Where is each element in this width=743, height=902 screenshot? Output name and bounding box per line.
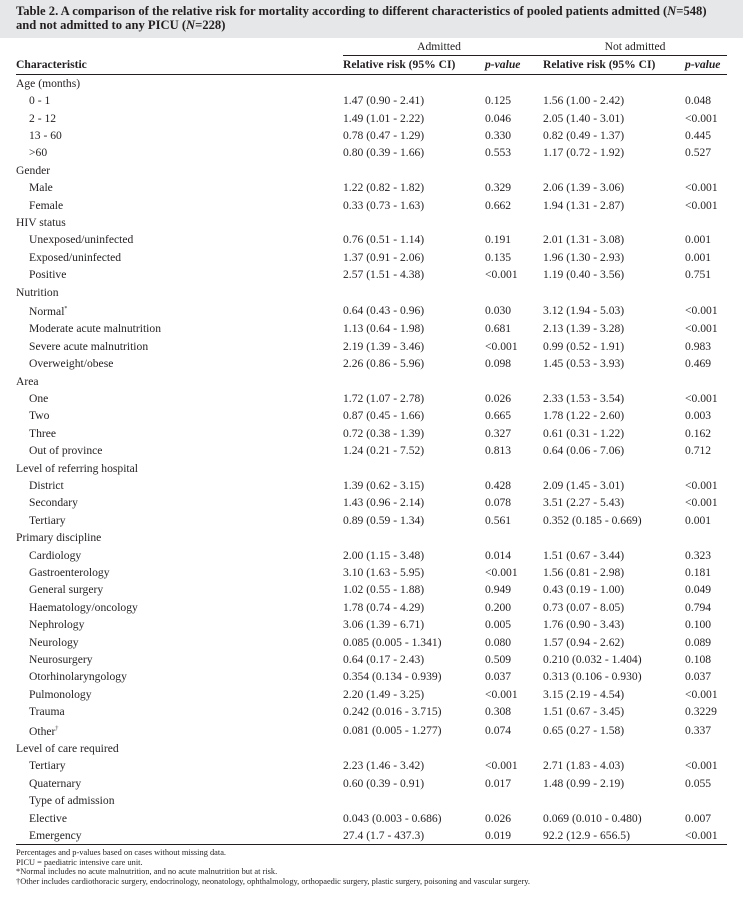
rr-admitted-cell: 1.47 (0.90 - 2.41) (343, 94, 425, 108)
results-table (16, 38, 727, 845)
p-not-admitted-cell: 0.323 (685, 548, 712, 562)
table-row (16, 284, 727, 301)
table-row (16, 564, 727, 581)
table-row (16, 197, 727, 214)
rr-admitted-cell: 3.10 (1.63 - 5.95) (343, 566, 425, 580)
table-row (16, 616, 727, 633)
row-label: Elective (29, 811, 67, 825)
p-admitted-cell (485, 740, 535, 757)
p-not-admitted-cell: <0.001 (685, 496, 718, 510)
caption-part2: =548) (676, 4, 707, 18)
row-label: Out of province (29, 444, 103, 458)
p-not-admitted-cell: <0.001 (685, 181, 718, 195)
p-admitted-cell: 0.509 (485, 653, 512, 667)
row-label: 13 - 60 (29, 129, 62, 143)
rr-admitted-cell (343, 373, 485, 390)
table-row (16, 338, 727, 355)
p-not-admitted-cell (677, 792, 727, 809)
table-row (16, 144, 727, 161)
p-admitted-cell: <0.001 (485, 566, 518, 580)
p-admitted-cell: 0.125 (485, 94, 512, 108)
column-header-row (16, 56, 727, 74)
row-label: Secondary (29, 496, 78, 510)
rr-admitted-cell: 0.87 (0.45 - 1.66) (343, 409, 425, 423)
table-row (16, 810, 727, 827)
rr-not-admitted-cell: 1.96 (1.30 - 2.93) (543, 250, 625, 264)
p-not-admitted-cell: <0.001 (685, 111, 718, 125)
rr-admitted-cell: 0.33 (0.73 - 1.63) (343, 198, 425, 212)
p-not-admitted-cell: <0.001 (677, 827, 727, 845)
p-admitted-cell: <0.001 (485, 687, 518, 701)
p-not-admitted-cell: 0.089 (685, 635, 712, 649)
rr-not-admitted-cell: 1.51 (0.67 - 3.45) (543, 705, 625, 719)
footnote-2: PICU = paediatric intensive care unit. (16, 857, 143, 867)
rr-not-admitted-cell: 1.56 (1.00 - 2.42) (543, 94, 625, 108)
p-admitted-cell: <0.001 (485, 339, 518, 353)
p-not-admitted-cell: <0.001 (685, 759, 718, 773)
p-not-admitted-cell: 0.469 (685, 357, 712, 371)
rr-not-admitted-cell: 1.78 (1.22 - 2.60) (543, 409, 625, 423)
rr-not-admitted-cell: 2.05 (1.40 - 3.01) (543, 111, 625, 125)
rr-admitted-cell: 1.49 (1.01 - 2.22) (343, 111, 425, 125)
table-row (16, 74, 727, 92)
rr-not-admitted-cell (535, 529, 677, 546)
rr-admitted-cell: 1.24 (0.21 - 7.52) (343, 444, 425, 458)
p-admitted-cell: 0.329 (485, 181, 512, 195)
rr-admitted-cell: 0.64 (0.43 - 0.96) (343, 304, 425, 318)
row-label: HIV status (16, 216, 66, 230)
rr-admitted-cell: 0.80 (0.39 - 1.66) (343, 146, 425, 160)
rr-not-admitted-cell: 0.61 (0.31 - 1.22) (543, 426, 625, 440)
row-label: Trauma (29, 705, 65, 719)
rr-not-admitted-cell: 2.13 (1.39 - 3.28) (543, 322, 625, 336)
rr-admitted-cell: 0.043 (0.003 - 0.686) (343, 811, 442, 825)
table-row (16, 547, 727, 564)
table-row (16, 425, 727, 442)
p-not-admitted-cell: 0.794 (685, 600, 712, 614)
p-not-admitted-cell: 0.162 (685, 426, 712, 440)
p-admitted-cell: 0.553 (485, 146, 512, 160)
rr-admitted-cell: 27.4 (1.7 - 437.3) (343, 827, 485, 845)
p-admitted-cell: 0.019 (485, 827, 535, 845)
rr-admitted-cell (343, 214, 485, 231)
rr-admitted-cell: 1.78 (0.74 - 4.29) (343, 600, 425, 614)
rr-admitted-cell (343, 529, 485, 546)
p-not-admitted-cell: 0.049 (685, 583, 712, 597)
row-label: Primary discipline (16, 531, 102, 545)
rr-admitted-cell: 1.39 (0.62 - 3.15) (343, 479, 425, 493)
table-row (16, 529, 727, 546)
table-row (16, 110, 727, 127)
p-admitted-cell (485, 373, 535, 390)
p-admitted-cell: 0.662 (485, 198, 512, 212)
rr-not-admitted-cell: 0.069 (0.010 - 0.480) (543, 811, 642, 825)
rr-not-admitted-cell: 1.57 (0.94 - 2.62) (543, 635, 625, 649)
col-rr-not-admitted: Relative risk (95% CI) (535, 56, 677, 74)
p-admitted-cell: 0.026 (485, 811, 512, 825)
p-not-admitted-cell (677, 74, 727, 92)
rr-admitted-cell: 1.72 (1.07 - 2.78) (343, 391, 425, 405)
row-label: Unexposed/uninfected (29, 233, 134, 247)
rr-not-admitted-cell: 1.94 (1.31 - 2.87) (543, 198, 625, 212)
table-row (16, 373, 727, 390)
rr-admitted-cell: 2.57 (1.51 - 4.38) (343, 268, 425, 282)
p-not-admitted-cell: 0.445 (685, 129, 712, 143)
rr-not-admitted-cell: 1.45 (0.53 - 3.93) (543, 357, 625, 371)
p-admitted-cell: 0.308 (485, 705, 512, 719)
p-admitted-cell: 0.026 (485, 391, 512, 405)
rr-admitted-cell: 1.13 (0.64 - 1.98) (343, 322, 425, 336)
row-label: Positive (29, 268, 67, 282)
rr-not-admitted-cell: 3.15 (2.19 - 4.54) (543, 687, 625, 701)
rr-admitted-cell: 0.085 (0.005 - 1.341) (343, 635, 442, 649)
p-admitted-cell: 0.665 (485, 409, 512, 423)
p-admitted-cell: 0.428 (485, 479, 512, 493)
row-label: 0 - 1 (29, 94, 51, 108)
footnote-3: *Normal includes no acute malnutrition, and no acute malnutrition but at risk. (16, 867, 278, 877)
rr-not-admitted-cell: 3.12 (1.94 - 5.03) (543, 304, 625, 318)
rr-not-admitted-cell (535, 373, 677, 390)
table-row (16, 494, 727, 511)
rr-admitted-cell: 1.43 (0.96 - 2.14) (343, 496, 425, 510)
table-row (16, 407, 727, 424)
rr-admitted-cell: 0.242 (0.016 - 3.715) (343, 705, 442, 719)
row-label: Other† (29, 724, 59, 738)
p-admitted-cell (485, 284, 535, 301)
row-label: Nutrition (16, 285, 59, 299)
rr-not-admitted-cell (535, 460, 677, 477)
rr-not-admitted-cell (535, 740, 677, 757)
p-admitted-cell: 0.017 (485, 776, 512, 790)
rr-not-admitted-cell (535, 74, 677, 92)
row-label: District (29, 479, 64, 493)
p-not-admitted-cell: 0.037 (685, 670, 712, 684)
table-row (16, 721, 727, 740)
row-label: Male (29, 181, 53, 195)
rr-not-admitted-cell: 3.51 (2.27 - 5.43) (543, 496, 625, 510)
p-admitted-cell: 0.030 (485, 304, 512, 318)
table-row (16, 442, 727, 459)
rr-not-admitted-cell: 1.48 (0.99 - 2.19) (543, 776, 625, 790)
p-admitted-cell (485, 74, 535, 92)
p-not-admitted-cell: 0.003 (685, 409, 712, 423)
caption-part4: =228) (195, 18, 226, 32)
p-admitted-cell (485, 214, 535, 231)
p-not-admitted-cell (677, 214, 727, 231)
row-label: Gastroenterology (29, 566, 110, 580)
table-row (16, 634, 727, 651)
p-not-admitted-cell: 0.007 (685, 811, 712, 825)
rr-admitted-cell: 1.02 (0.55 - 1.88) (343, 583, 425, 597)
p-admitted-cell: 0.681 (485, 322, 512, 336)
p-not-admitted-cell: <0.001 (685, 304, 718, 318)
p-admitted-cell: 0.078 (485, 496, 512, 510)
p-not-admitted-cell: 0.048 (685, 94, 712, 108)
rr-not-admitted-cell: 1.56 (0.81 - 2.98) (543, 566, 625, 580)
p-not-admitted-cell: <0.001 (685, 687, 718, 701)
row-label: Neurosurgery (29, 653, 93, 667)
row-label: Neurology (29, 635, 79, 649)
rr-admitted-cell: 1.22 (0.82 - 1.82) (343, 181, 425, 195)
group-not-admitted: Not admitted (535, 38, 727, 56)
row-label: Gender (16, 163, 51, 177)
rr-admitted-cell: 0.354 (0.134 - 0.939) (343, 670, 442, 684)
rr-not-admitted-cell: 2.06 (1.39 - 3.06) (543, 181, 625, 195)
table-row (16, 581, 727, 598)
table-row (16, 668, 727, 685)
rr-admitted-cell (343, 460, 485, 477)
caption-n-not-var: N (186, 18, 196, 32)
p-admitted-cell: 0.014 (485, 548, 512, 562)
p-not-admitted-cell: 0.001 (685, 233, 712, 247)
col-characteristic: Characteristic (16, 56, 343, 74)
rr-not-admitted-cell: 1.76 (0.90 - 3.43) (543, 618, 625, 632)
footnote-1: Percentages and p-values based on cases without missing data. (16, 848, 227, 857)
row-label: Female (29, 198, 64, 212)
row-label: Three (29, 426, 57, 440)
p-not-admitted-cell: 0.108 (685, 653, 712, 667)
p-admitted-cell: 0.005 (485, 618, 512, 632)
rr-admitted-cell: 2.26 (0.86 - 5.96) (343, 357, 425, 371)
table-row (16, 686, 727, 703)
row-label: Exposed/uninfected (29, 250, 122, 264)
caption-part3: and not admitted to any PICU ( (16, 18, 187, 32)
table-row (16, 792, 727, 809)
p-not-admitted-cell: 0.055 (685, 776, 712, 790)
rr-not-admitted-cell (535, 214, 677, 231)
p-not-admitted-cell: 0.337 (685, 723, 712, 737)
rr-not-admitted-cell (535, 792, 677, 809)
p-not-admitted-cell (677, 460, 727, 477)
table-row (16, 757, 727, 774)
table-row (16, 92, 727, 109)
row-label: >60 (29, 146, 48, 160)
rr-not-admitted-cell: 2.09 (1.45 - 3.01) (543, 479, 625, 493)
p-not-admitted-cell: 0.983 (685, 339, 712, 353)
col-p-not-admitted: p-value (677, 56, 727, 74)
row-label: Overweight/obese (29, 357, 114, 371)
rr-admitted-cell (343, 74, 485, 92)
p-admitted-cell: 0.200 (485, 600, 512, 614)
col-p-admitted: p-value (485, 56, 535, 74)
p-admitted-cell: 0.949 (485, 583, 512, 597)
footnote-marker: † (55, 725, 59, 732)
table-row (16, 266, 727, 283)
rr-not-admitted-cell: 0.65 (0.27 - 1.58) (543, 723, 625, 737)
p-admitted-cell: 0.191 (485, 233, 512, 247)
rr-not-admitted-cell: 2.01 (1.31 - 3.08) (543, 233, 625, 247)
table-row (16, 162, 727, 179)
p-not-admitted-cell (677, 740, 727, 757)
p-admitted-cell: 0.327 (485, 426, 512, 440)
row-label: Level of referring hospital (16, 461, 139, 475)
table-row (16, 214, 727, 231)
row-label: Quaternary (29, 776, 82, 790)
p-not-admitted-cell: 0.3229 (685, 705, 717, 719)
rr-not-admitted-cell: 0.352 (0.185 - 0.669) (543, 513, 642, 527)
p-admitted-cell (485, 529, 535, 546)
rr-admitted-cell (343, 792, 485, 809)
p-not-admitted-cell: 0.001 (685, 250, 712, 264)
p-admitted-cell: 0.813 (485, 444, 512, 458)
caption-part1: Table 2. A comparison of the relative risk for mortality according to different characteristics of pooled patients admitted ( (16, 4, 668, 18)
rr-admitted-cell (343, 284, 485, 301)
footnote-marker: * (64, 306, 68, 313)
rr-admitted-cell: 0.64 (0.17 - 2.43) (343, 653, 425, 667)
table-row (16, 512, 727, 529)
rr-not-admitted-cell: 2.33 (1.53 - 3.54) (543, 391, 625, 405)
rr-not-admitted-cell: 0.73 (0.07 - 8.05) (543, 600, 625, 614)
group-header-row (16, 38, 727, 56)
row-label: Moderate acute malnutrition (29, 322, 161, 336)
table-row (16, 231, 727, 248)
p-not-admitted-cell (677, 529, 727, 546)
p-not-admitted-cell: <0.001 (685, 198, 718, 212)
p-admitted-cell: <0.001 (485, 268, 518, 282)
row-label: Emergency (16, 827, 343, 845)
p-admitted-cell: 0.046 (485, 111, 512, 125)
table-row (16, 703, 727, 720)
rr-admitted-cell: 0.081 (0.005 - 1.277) (343, 723, 442, 737)
table-row (16, 651, 727, 668)
table-row (16, 390, 727, 407)
p-admitted-cell (485, 460, 535, 477)
row-label: Tertiary (29, 513, 66, 527)
rr-not-admitted-cell: 92.2 (12.9 - 656.5) (535, 827, 677, 845)
rr-not-admitted-cell: 1.19 (0.40 - 3.56) (543, 268, 625, 282)
row-label: General surgery (29, 583, 104, 597)
rr-admitted-cell: 2.20 (1.49 - 3.25) (343, 687, 425, 701)
rr-admitted-cell: 3.06 (1.39 - 6.71) (343, 618, 425, 632)
rr-not-admitted-cell: 0.99 (0.52 - 1.91) (543, 339, 625, 353)
p-admitted-cell: 0.080 (485, 635, 512, 649)
rr-admitted-cell: 0.78 (0.47 - 1.29) (343, 129, 425, 143)
row-label: Pulmonology (29, 687, 92, 701)
row-label: Two (29, 409, 50, 423)
p-admitted-cell (485, 162, 535, 179)
rr-not-admitted-cell: 1.17 (0.72 - 1.92) (543, 146, 625, 160)
rr-not-admitted-cell: 0.210 (0.032 - 1.404) (543, 653, 642, 667)
table-row (16, 460, 727, 477)
rr-not-admitted-cell (535, 284, 677, 301)
caption-n-admitted-var: N (667, 4, 677, 18)
p-not-admitted-cell: <0.001 (685, 479, 718, 493)
p-not-admitted-cell: <0.001 (685, 322, 718, 336)
row-label: Nephrology (29, 618, 85, 632)
p-not-admitted-cell: 0.100 (685, 618, 712, 632)
row-label: Level of care required (16, 741, 119, 755)
p-admitted-cell: 0.330 (485, 129, 512, 143)
rr-not-admitted-cell: 0.64 (0.06 - 7.06) (543, 444, 625, 458)
rr-admitted-cell: 2.00 (1.15 - 3.48) (343, 548, 425, 562)
table-footnotes (16, 848, 727, 886)
rr-not-admitted-cell: 0.43 (0.19 - 1.00) (543, 583, 625, 597)
table-row (16, 320, 727, 337)
p-admitted-cell: 0.037 (485, 670, 512, 684)
p-not-admitted-cell: 0.751 (685, 268, 712, 282)
row-label: Haematology/oncology (29, 600, 138, 614)
p-not-admitted-cell (677, 162, 727, 179)
rr-admitted-cell: 0.72 (0.38 - 1.39) (343, 426, 425, 440)
rr-admitted-cell: 2.19 (1.39 - 3.46) (343, 339, 425, 353)
table-row (16, 127, 727, 144)
table-row (16, 301, 727, 320)
table-row (16, 827, 727, 845)
col-rr-admitted: Relative risk (95% CI) (343, 56, 485, 74)
p-admitted-cell: <0.001 (485, 759, 518, 773)
rr-admitted-cell: 0.60 (0.39 - 0.91) (343, 776, 425, 790)
rr-not-admitted-cell: 2.71 (1.83 - 4.03) (543, 759, 625, 773)
row-label: Otorhinolaryngology (29, 670, 127, 684)
p-not-admitted-cell (677, 284, 727, 301)
p-not-admitted-cell: 0.181 (685, 566, 712, 580)
table-row (16, 599, 727, 616)
table-row (16, 355, 727, 372)
rr-admitted-cell: 0.89 (0.59 - 1.34) (343, 513, 425, 527)
rr-not-admitted-cell: 0.82 (0.49 - 1.37) (543, 129, 625, 143)
rr-admitted-cell: 0.76 (0.51 - 1.14) (343, 233, 425, 247)
rr-not-admitted-cell: 0.313 (0.106 - 0.930) (543, 670, 642, 684)
p-admitted-cell: 0.074 (485, 723, 512, 737)
footnote-4: †Other includes cardiothoracic surgery, endocrinology, neonatology, ophthalmology, orthopaedic surgery, plastic surgery, poisoning and vascular surgery. (16, 876, 530, 886)
p-admitted-cell (485, 792, 535, 809)
rr-admitted-cell (343, 162, 485, 179)
row-label: Cardiology (29, 548, 82, 562)
row-label: Severe acute malnutrition (29, 339, 149, 353)
row-label: Type of admission (29, 794, 115, 808)
row-label: Age (months) (16, 76, 81, 90)
row-label: Tertiary (29, 759, 66, 773)
p-not-admitted-cell: 0.001 (685, 513, 712, 527)
row-label: One (29, 391, 49, 405)
rr-admitted-cell (343, 740, 485, 757)
table-body (16, 74, 727, 845)
p-admitted-cell: 0.098 (485, 357, 512, 371)
p-not-admitted-cell (677, 373, 727, 390)
p-not-admitted-cell: 0.712 (685, 444, 712, 458)
p-not-admitted-cell: <0.001 (685, 391, 718, 405)
table-row (16, 775, 727, 792)
table-row (16, 179, 727, 196)
rr-not-admitted-cell (535, 162, 677, 179)
group-admitted: Admitted (343, 38, 535, 56)
p-admitted-cell: 0.561 (485, 513, 512, 527)
p-not-admitted-cell: 0.527 (685, 146, 712, 160)
rr-admitted-cell: 1.37 (0.91 - 2.06) (343, 250, 425, 264)
table-row (16, 477, 727, 494)
p-admitted-cell: 0.135 (485, 250, 512, 264)
rr-not-admitted-cell: 1.51 (0.67 - 3.44) (543, 548, 625, 562)
rr-admitted-cell: 2.23 (1.46 - 3.42) (343, 759, 425, 773)
row-label: Area (16, 374, 39, 388)
row-label: 2 - 12 (29, 111, 57, 125)
table-row (16, 249, 727, 266)
table-row (16, 740, 727, 757)
row-label: Normal* (29, 304, 68, 318)
table-caption (0, 0, 743, 38)
